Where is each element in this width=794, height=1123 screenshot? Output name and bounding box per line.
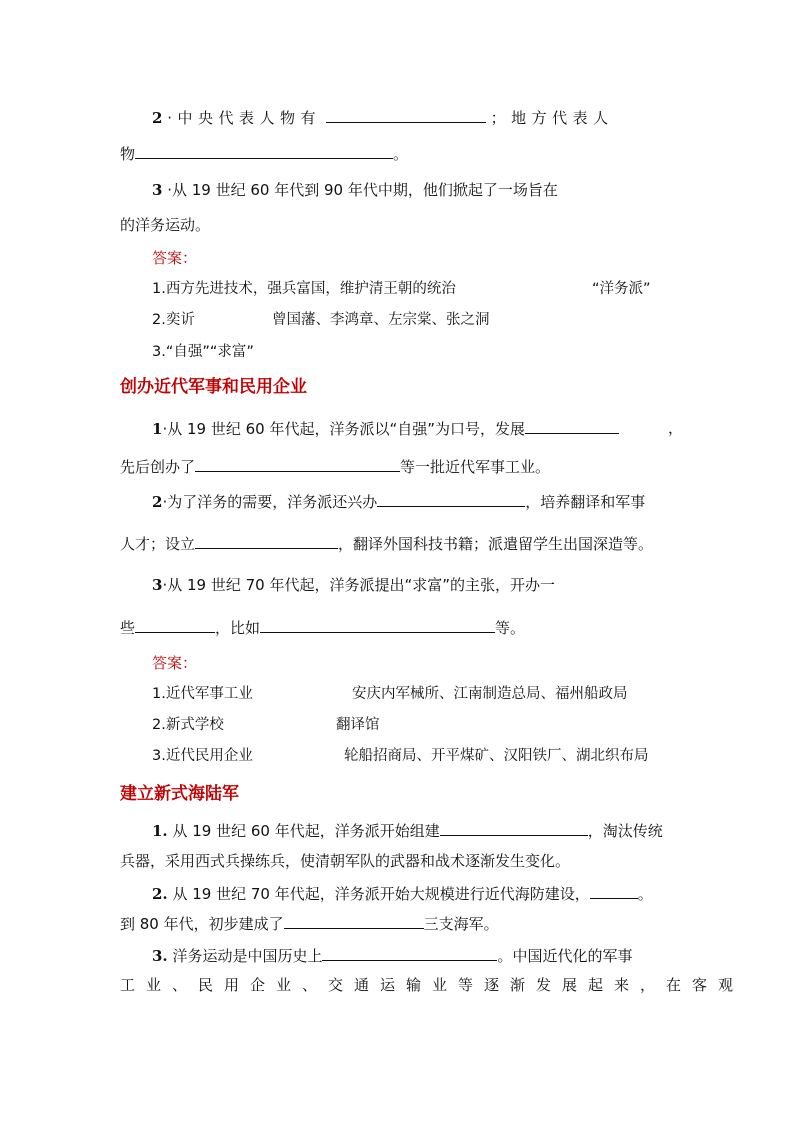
question-number: 2. [152,885,168,903]
s2-q1-line1 [120,418,707,438]
answer-line [120,684,707,704]
answer-text: 1.西方先进技术，强兵富国，维护清王朝的统治 [152,281,456,297]
question-number: 3 [152,576,163,594]
question-text: 三支海军。 [423,915,499,933]
answer-text: 曾国藩、李鸿章、左宗棠、张之洞 [272,312,490,328]
question-text: 等。 [495,619,526,637]
question-text: 洋务运动是中国历史上 [172,947,323,965]
answer-text: 1.近代军事工业 [152,686,253,702]
answer-text: 2.奕䜣 [152,312,195,328]
answer-blank[interactable] [135,617,215,633]
question-text: ，翻译外国科技书籍；派遣留学生出国深造等。 [338,535,654,553]
question-text: ， [668,419,684,437]
s1-q2-line2 [120,143,675,163]
question-text: ，淘汰传统 [587,822,663,840]
s3-q2-line2 [120,913,675,933]
s2-q2-line1 [120,491,707,511]
answer-label: 答案： [152,249,198,267]
answer-blank[interactable] [377,491,525,507]
question-text: ·为了洋务的需要，洋务派还兴办 [162,493,378,511]
question-text: ，比如 [215,619,261,637]
question-number: 2 [152,109,163,127]
question-number: 1. [152,822,168,840]
answer-text: 3.“自强”“求富” [152,344,254,360]
answer-line [120,310,707,330]
s2-q3-line1 [120,575,707,595]
answer-blank[interactable] [135,143,393,159]
s2-q3-line2 [120,617,675,637]
question-text: ·从 19 世纪 60 年代起，洋务派以“自强”为口号，发展 [162,420,525,438]
answer-line [120,342,707,362]
question-text: ，培养翻译和军事 [525,493,646,511]
question-text: ·从 19 世纪 70 年代起，洋务派提出“求富”的主张，开办一 [162,576,555,594]
s1-q3-line1 [120,180,707,200]
answer-blank[interactable] [326,107,486,123]
answer-text: 3.近代民用企业 [152,748,253,764]
question-text: 人才；设立 [120,535,196,553]
question-text: ；地方代表人 [490,109,614,127]
s3-q1-line1 [120,820,707,840]
s1-q2-line1 [120,107,707,127]
s3-q3-line2 [120,975,745,995]
question-text: 些 [120,619,136,637]
question-text: 的洋务运动。 [120,216,211,234]
s3-q3-line1 [120,945,707,965]
answer-text: 翻译馆 [336,717,380,733]
answer-label: 答案： [152,654,198,672]
answer-blank[interactable] [590,883,638,899]
question-text: 先后创办了 [120,458,196,476]
question-text: 到 80 年代，初步建成了 [120,915,284,933]
question-text: 工业、民用企业、交通运输业等逐渐发展起来，在客观 [120,976,745,994]
answer-blank[interactable] [195,456,400,472]
answer-blank[interactable] [440,820,588,836]
answer-blank[interactable] [284,913,424,929]
s3-q1-line2 [120,851,675,871]
question-text: ·从 19 世纪 60 年代到 90 年代中期，他们掀起了一场旨在 [167,181,558,199]
question-text: 物 [120,145,136,163]
question-number: 3 [152,181,163,199]
question-text: 。中国近代化的军事 [497,947,633,965]
question-number: 2 [152,493,163,511]
question-number: 3. [152,947,168,965]
question-text: 。 [393,145,409,163]
answer-text: 轮船招商局、开平煤矿、汉阳铁厂、湖北织布局 [344,748,649,764]
question-number: 1 [152,420,163,438]
section-heading: 建立新式海陆军 [120,784,239,804]
s2-q1-line2 [120,456,675,476]
answer-blank[interactable] [260,617,495,633]
answer-blank[interactable] [195,533,338,549]
s3-q2-line1 [120,883,707,903]
answer-line [120,715,707,735]
s2-q2-line2 [120,533,675,553]
answer-text: 安庆内军械所、江南制造总局、福州船政局 [352,686,628,702]
question-text: 。 [637,885,653,903]
question-text: 从 19 世纪 70 年代起，洋务派开始大规模进行近代海防建设， [172,885,590,903]
question-text: 等一批近代军事工业。 [400,458,551,476]
answer-line [120,279,707,299]
s1-q3-line2 [120,215,675,235]
answer-text: 2.新式学校 [152,717,224,733]
answer-blank[interactable] [322,945,497,961]
question-text: 从 19 世纪 60 年代起，洋务派开始组建 [172,822,440,840]
section-heading: 创办近代军事和民用企业 [120,377,307,397]
answer-blank[interactable] [525,418,619,434]
question-text: 兵器，采用西式兵操练兵，使清朝军队的武器和战术逐渐发生变化。 [120,852,571,870]
question-text: ·中央代表人物有 [167,109,321,127]
answer-line [120,746,707,766]
answer-text: “洋务派” [592,281,651,297]
